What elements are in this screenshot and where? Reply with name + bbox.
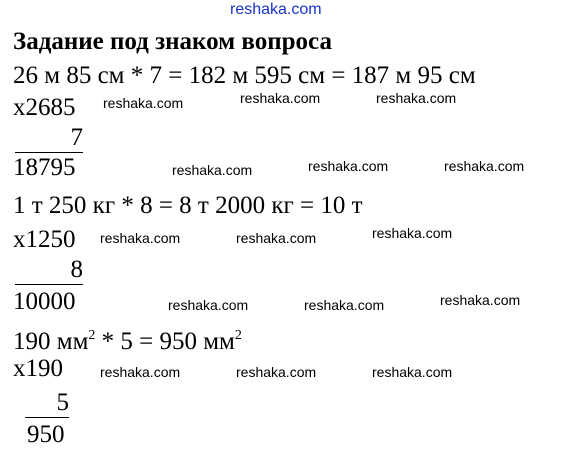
watermark: reshaka.com <box>236 230 317 246</box>
watermark: reshaka.com <box>100 230 181 246</box>
watermark: reshaka.com <box>236 364 317 380</box>
watermark: reshaka.com <box>304 297 385 313</box>
equation-3 <box>13 322 242 356</box>
watermark: reshaka.com <box>172 162 253 178</box>
watermark: reshaka.com <box>440 292 521 308</box>
eq3-sup2: 2 <box>234 328 242 343</box>
eq3-part2: * 5 = 950 мм <box>95 328 235 355</box>
calc-2-result: 10000 <box>13 288 76 315</box>
calc-3-multiplicand <box>13 355 63 383</box>
watermark: reshaka.com <box>372 225 453 241</box>
calc-1-sign: x <box>13 94 26 121</box>
calc-1-multiplicand <box>13 94 76 122</box>
calc-3-result: 950 <box>27 421 65 448</box>
watermark: reshaka.com <box>240 90 321 106</box>
equation-2: 1 т 250 кг * 8 = 8 т 2000 кг = 10 т <box>13 192 363 219</box>
watermark: reshaka.com <box>100 364 181 380</box>
calc-1-result: 18795 <box>13 154 76 181</box>
calc-3-sign: x <box>13 355 26 382</box>
watermark: reshaka.com <box>103 95 184 111</box>
watermark: reshaka.com <box>168 297 249 313</box>
calc-2-sign: x <box>13 226 26 253</box>
watermark: reshaka.com <box>444 158 525 174</box>
watermark: reshaka.com <box>308 158 389 174</box>
eq3-sup1: 2 <box>88 328 96 343</box>
page-title: Задание под знаком вопроса <box>13 28 332 55</box>
calc-3-multiplier: 5 <box>25 389 69 418</box>
watermark: reshaka.com <box>372 364 453 380</box>
calc-1-a: 2685 <box>25 94 76 121</box>
watermark: reshaka.com <box>376 90 457 106</box>
eq3-part1: 190 мм <box>13 328 89 355</box>
calc-2-a: 1250 <box>25 226 76 253</box>
calc-2-multiplicand <box>13 226 76 254</box>
calc-1-multiplier: 7 <box>15 124 83 153</box>
equation-1: 26 м 85 см * 7 = 182 м 595 см = 187 м 95 см <box>13 62 476 89</box>
calc-2-multiplier: 8 <box>15 256 83 285</box>
calc-3-a: 190 <box>25 355 63 382</box>
watermark-top[interactable]: reshaka.com <box>230 1 322 18</box>
